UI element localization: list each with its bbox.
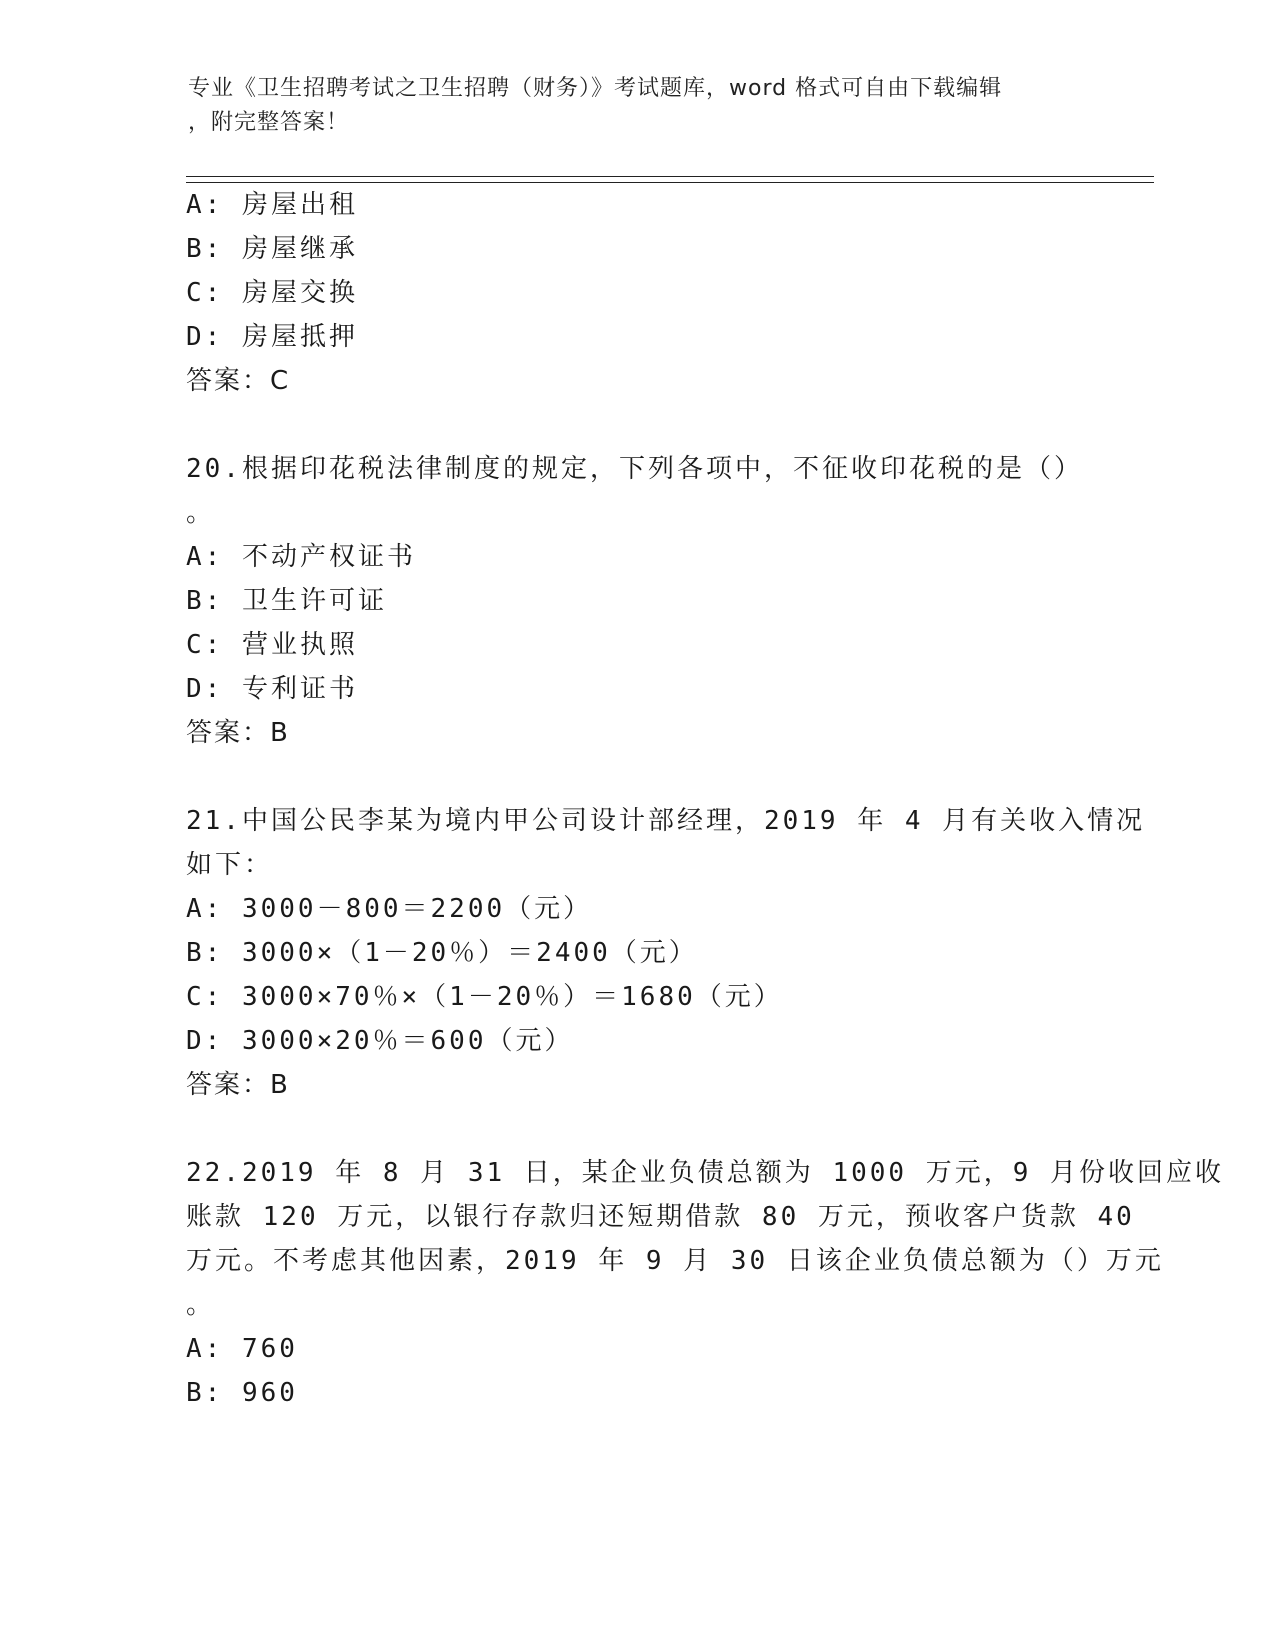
q22-option-a: A: 760 — [186, 1334, 298, 1364]
q21-stem-line-1: 21.中国公民李某为境内甲公司设计部经理，2019 年 4 月有关收入情况 — [186, 806, 1146, 836]
header-rule-top — [186, 176, 1154, 177]
q19-answer: 答案：C — [186, 366, 291, 396]
q22-stem-line-3: 万元。不考虑其他因素，2019 年 9 月 30 日该企业负债总额为（）万元 — [186, 1246, 1164, 1276]
q20-option-a: A: 不动产权证书 — [186, 542, 416, 572]
q22-option-b: B: 960 — [186, 1378, 298, 1408]
q21-option-c: C: 3000×70％×（1－20％）＝1680（元） — [186, 982, 783, 1012]
q20-option-d: D: 专利证书 — [186, 674, 358, 704]
q19-option-a: A: 房屋出租 — [186, 190, 358, 220]
q20-option-b: B: 卫生许可证 — [186, 586, 387, 616]
q21-answer: 答案：B — [186, 1070, 290, 1100]
q22-stem-line-2: 账款 120 万元，以银行存款归还短期借款 80 万元，预收客户货款 40 — [186, 1202, 1135, 1232]
q21-option-a: A: 3000－800＝2200（元） — [186, 894, 593, 924]
q21-stem-line-2: 如下： — [186, 850, 274, 880]
q19-option-c: C: 房屋交换 — [186, 278, 358, 308]
header-rule-bottom — [186, 182, 1154, 183]
header-line-1: 专业《卫生招聘考试之卫生招聘（财务）》考试题库，word 格式可自由下载编辑 — [188, 76, 1003, 101]
q22-stem-line-4: 。 — [186, 1290, 216, 1320]
q20-stem-line-1: 20.根据印花税法律制度的规定，下列各项中，不征收印花税的是（） — [186, 454, 1083, 484]
q20-option-c: C: 营业执照 — [186, 630, 358, 660]
q22-stem-line-1: 22.2019 年 8 月 31 日，某企业负债总额为 1000 万元，9 月份收回应收 — [186, 1158, 1225, 1188]
header-line-2: ，附完整答案！ — [188, 110, 350, 135]
q21-option-b: B: 3000×（1－20％）＝2400（元） — [186, 938, 698, 968]
q21-option-d: D: 3000×20％＝600（元） — [186, 1026, 574, 1056]
q19-option-b: B: 房屋继承 — [186, 234, 358, 264]
q20-answer: 答案：B — [186, 718, 290, 748]
document-header — [188, 72, 1088, 140]
q20-stem-line-2: 。 — [186, 498, 216, 528]
q19-option-d: D: 房屋抵押 — [186, 322, 358, 352]
